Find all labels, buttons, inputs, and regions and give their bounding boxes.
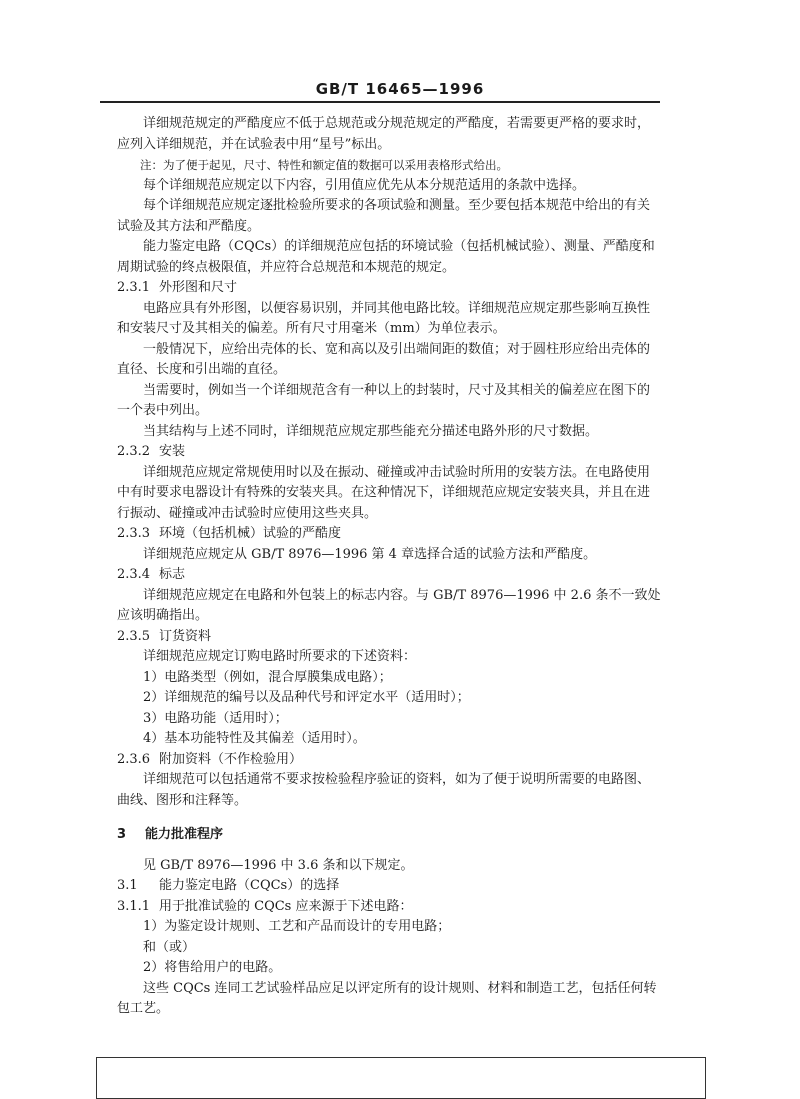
paragraph: 见 GB/T 8976—1996 中 3.6 条和以下规定。 bbox=[143, 857, 414, 873]
paragraph: 能力鉴定电路（CQCs）的详细规范应包括的环境试验（包括机械试验）、测量、严酷度和周期试验的终点极限值，并应符合总规范和本规范的规定。 bbox=[117, 239, 655, 275]
paragraph: 详细规范规定的严酷度应不低于总规范或分规范规定的严酷度，若需要更严格的要求时，应列入详细规范，并在试验表中用“星号”标出。 bbox=[117, 116, 651, 152]
list-item: 2）详细规范的编号以及品种代号和评定水平（适用时）； bbox=[143, 690, 470, 705]
ordering-info-list bbox=[117, 668, 662, 750]
paragraph: 详细规范应规定从 GB/T 8976—1996 第 4 章选择合适的试验方法和严酷度。 bbox=[143, 546, 597, 562]
list-item: 4）基本功能特性及其偏差（适用时）。 bbox=[143, 731, 366, 746]
section-heading: 2.3.6 附加资料（不作检验用） bbox=[117, 751, 303, 767]
section-heading: 2.3.1 外形图和尺寸 bbox=[117, 280, 238, 295]
list-item: 和（或） bbox=[143, 939, 196, 955]
paragraph: 这些 CQCs 连同工艺试验样品应足以评定所有的设计规则、材料和制造工艺，包括任何转包工艺。 bbox=[117, 980, 657, 1016]
footer-frame bbox=[96, 1057, 706, 1099]
section-heading: 3.1 能力鉴定电路（CQCs）的选择 bbox=[117, 878, 340, 893]
paragraph: 每个详细规范应规定以下内容，引用值应优先从本分规范适用的条款中选择。 bbox=[143, 177, 586, 193]
header-divider bbox=[100, 101, 660, 103]
paragraph: 电路应具有外形图，以便容易识别，并同其他电路比较。详细规范应规定那些影响互换性和安装尺寸及其相关的偏差。所有尺寸用毫米（mm）为单位表示。 bbox=[117, 300, 651, 336]
list-item: 3）电路功能（适用时）； bbox=[143, 710, 288, 726]
paragraph: 当其结构与上述不同时，详细规范应规定那些能充分描述电路外形的尺寸数据。 bbox=[143, 423, 599, 439]
paragraph: 详细规范应规定订购电路时所要求的下述资料： bbox=[143, 649, 417, 664]
note: 注：为了便于起见，尺寸、特性和额定值的数据可以采用表格形式给出。 bbox=[140, 158, 508, 172]
section-heading: 2.3.2 安装 bbox=[117, 444, 186, 459]
section-heading: 2.3.4 标志 bbox=[117, 567, 186, 582]
document-body bbox=[117, 114, 662, 1020]
paragraph: 详细规范应规定常规使用时以及在振动、碰撞或冲击试验时所用的安装方法。在电路使用中有时要求电器设计有特殊的安装夹具。在这种情况下，详细规范应规定安装夹具，并且在进行振动、碰撞或冲击试验时应使用这些夹具。 bbox=[117, 464, 651, 521]
list-item: 1）为鉴定设计规则、工艺和产品而设计的专用电路； bbox=[143, 919, 451, 934]
list-item: 1）电路类型（例如，混合厚膜集成电路）； bbox=[143, 669, 392, 685]
paragraph: 一般情况下，应给出壳体的长、宽和高以及引出端间距的数值；对于圆柱形应给出壳体的直径、长度和引出端的直径。 bbox=[117, 341, 651, 377]
page-header-standard-number: GB/T 16465—1996 bbox=[315, 80, 485, 98]
section-heading: 2.3.5 订货资料 bbox=[117, 628, 212, 644]
list-item: 2）将售给用户的电路。 bbox=[143, 960, 282, 975]
paragraph: 当需要时，例如当一个详细规范含有一种以上的封装时，尺寸及其相关的偏差应在图下的一个表中列出。 bbox=[117, 382, 651, 418]
chapter-heading: 3 能力批准程序 bbox=[117, 827, 224, 842]
paragraph: 每个详细规范应规定逐批检验所要求的各项试验和测量。至少要包括本规范中给出的有关试验及其方法和严酷度。 bbox=[117, 198, 651, 234]
section-heading: 3.1.1 用于批准试验的 CQCs 应来源于下述电路： bbox=[117, 898, 413, 914]
section-heading: 2.3.3 环境（包括机械）试验的严酷度 bbox=[117, 526, 342, 541]
paragraph: 详细规范应规定在电路和外包装上的标志内容。与 GB/T 8976—1996 中 2.6 条不一致处应该明确指出。 bbox=[117, 587, 661, 623]
paragraph: 详细规范可以包括通常不要求按检验程序验证的资料，如为了便于说明所需要的电路图、曲线、图形和注释等。 bbox=[117, 772, 651, 808]
cqc-source-list bbox=[117, 917, 662, 979]
